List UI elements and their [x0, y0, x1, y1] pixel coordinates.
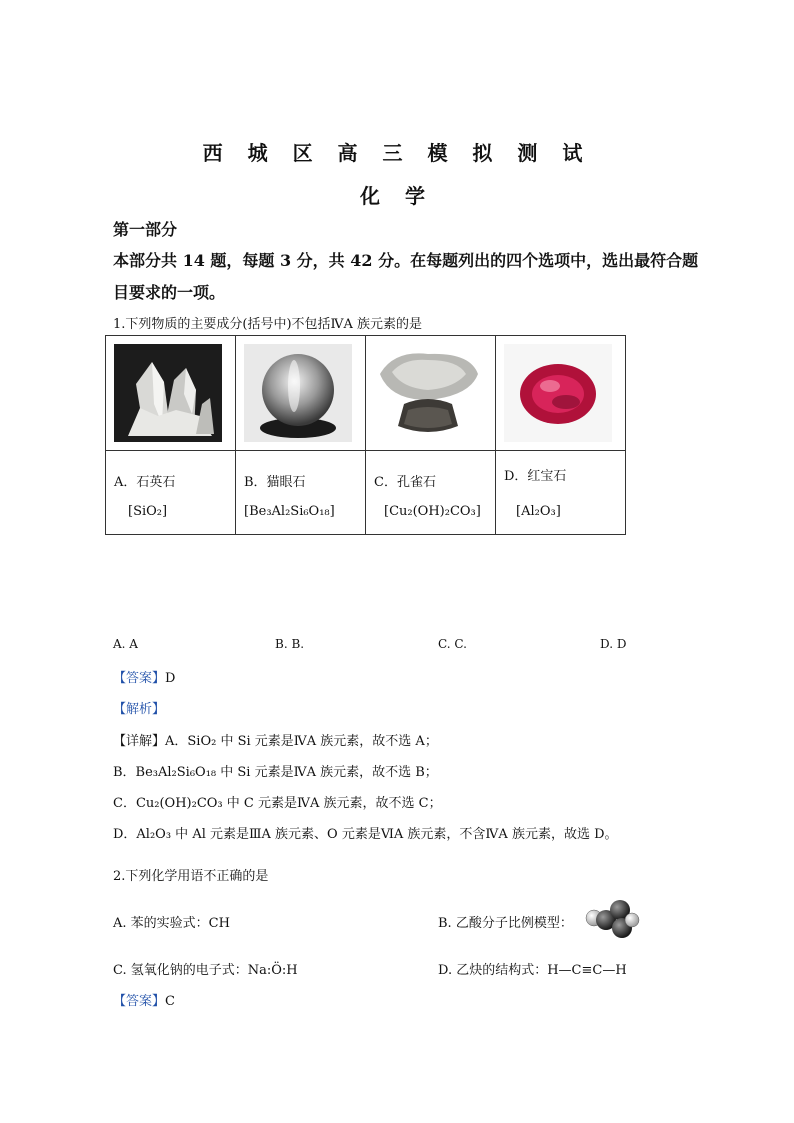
q2-stem: 2.下列化学用语不正确的是	[113, 869, 269, 884]
q1-detail-a	[113, 730, 438, 749]
q1-choice-a: A. A	[113, 637, 138, 651]
q2-option-c-text: C. 氢氧化钠的电子式：	[113, 963, 248, 978]
q1-option-c-formula: [Cu₂(OH)₂CO₃]	[384, 504, 481, 519]
q2-answer	[113, 990, 175, 1009]
q1-cell-c-image	[366, 336, 496, 451]
q1-choice-d: D. D	[600, 637, 627, 651]
part-instructions-line2: 目要求的一项。	[113, 283, 226, 302]
detail-tag: 【详解】	[113, 734, 166, 749]
exam-title: 西 城 区 高 三 模 拟 测 试	[202, 141, 592, 165]
q1-option-a-label: A．石英石	[114, 475, 176, 490]
q2-answer-value: C	[165, 994, 175, 1009]
q1-answer-value: D	[165, 671, 176, 686]
cats-eye-image	[244, 344, 352, 442]
q1-option-a-formula: [SiO₂]	[128, 504, 168, 519]
q1-cell-a	[106, 451, 236, 535]
answer-tag: 【答案】	[113, 671, 166, 686]
answer-tag: 【答案】	[113, 994, 166, 1009]
malachite-image	[374, 344, 482, 442]
q1-stem: 1.下列物质的主要成分(括号中)不包括ⅣA 族元素的是	[113, 317, 423, 332]
q1-detail-c: C．Cu₂(OH)₂CO₃ 中 C 元素是ⅣA 族元素，故不选 C；	[113, 796, 442, 811]
q2-option-c-electron-formula: Na:Ö:H	[247, 963, 298, 978]
q1-analysis-tag: 【解析】	[113, 702, 166, 717]
part-instructions-line1: 本部分共 14 题，每题 3 分，共 42 分。在每题列出的四个选项中，选出最符合题	[113, 251, 699, 270]
q1-options-table	[105, 335, 626, 535]
q1-cell-b-image	[236, 336, 366, 451]
q1-detail-d: D．Al₂O₃ 中 Al 元素是ⅢA 族元素、O 元素是ⅥA 族元素，不含ⅣA 族元素，故选 D。	[113, 827, 618, 842]
quartz-crystal-image	[114, 344, 222, 442]
q2-option-b: B. 乙酸分子比例模型：	[438, 916, 573, 931]
q1-detail-b: B．Be₃Al₂Si₆O₁₈ 中 Si 元素是ⅣA 族元素，故不选 B；	[113, 765, 438, 780]
q1-cell-d-image	[496, 336, 626, 451]
part-heading: 第一部分	[113, 220, 178, 239]
q1-answer	[113, 667, 175, 686]
q1-cell-a-image	[106, 336, 236, 451]
q2-option-a: A. 苯的实验式：CH	[113, 916, 230, 931]
q2-option-d: D. 乙炔的结构式：H—C≡C—H	[438, 963, 627, 978]
q1-option-b-label: B．猫眼石	[244, 475, 306, 490]
q2-option-c	[113, 959, 298, 978]
q1-cell-d	[496, 451, 626, 535]
q1-option-c-label: C．孔雀石	[374, 475, 436, 490]
q1-cell-b	[236, 451, 366, 535]
subject-title: 化 学	[360, 184, 434, 208]
q1-choice-c: C. C.	[438, 637, 467, 651]
acetic-acid-space-filling-model-icon	[584, 898, 640, 940]
q1-option-b-formula: [Be₃Al₂Si₆O₁₈]	[244, 504, 335, 519]
q1-detail-a-text: A．SiO₂ 中 Si 元素是ⅣA 族元素，故不选 A；	[165, 734, 438, 749]
ruby-image	[504, 344, 612, 442]
q1-option-d-formula: [Al₂O₃]	[516, 504, 561, 519]
q1-cell-c	[366, 451, 496, 535]
q1-option-d-label: D．红宝石	[504, 469, 567, 484]
q1-choice-b: B. B.	[275, 637, 305, 651]
